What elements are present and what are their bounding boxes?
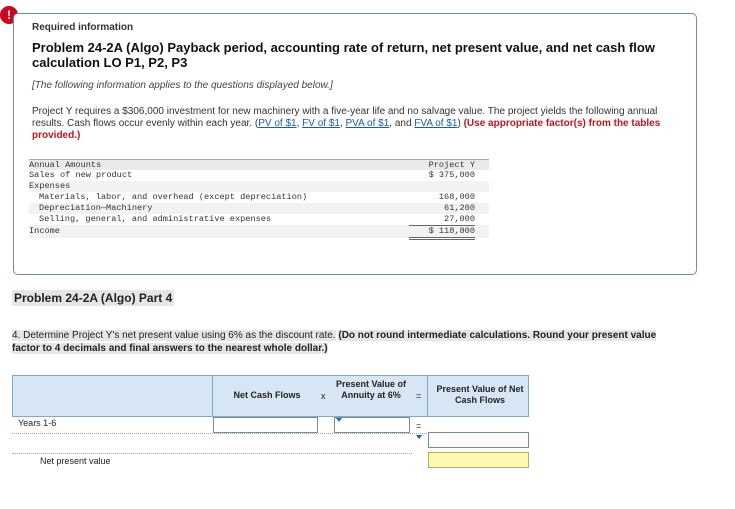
table-row: Expenses (29, 181, 489, 192)
col-pv-annuity: Present Value of Annuity at 6% (335, 379, 407, 400)
problem-description: Project Y requires a $306,000 investment for new machinery with a five-year life and no salvage value. The project yields the following annual results. Cash flows occur evenly within each year. (PV of $1, FV of $1, PVA of $1, and FVA of $1) (Use appropriate factor(s) from the tables provided.) (32, 106, 661, 141)
pva-of-1-link[interactable]: PVA of $1 (345, 118, 390, 129)
net-present-value-input[interactable] (428, 452, 529, 468)
times-operator: x (321, 391, 326, 401)
table-row: Sales of new product $ 375,000 (29, 170, 475, 180)
pv-of-1-link[interactable]: PV of $1 (258, 118, 297, 129)
factor-marker-icon (336, 418, 342, 422)
header-annual-amounts: Annual Amounts (29, 160, 102, 170)
chevron-down-icon[interactable] (416, 435, 422, 439)
table-row: Income $ 118,800 (29, 225, 489, 238)
applies-note: [The following information applies to the questions displayed below.] (32, 80, 333, 91)
alert-icon: ! (0, 6, 18, 24)
use-factor-note: (Use appropriate factor(s) from the tables provided.) (32, 118, 661, 141)
col-net-cash-flows: Net Cash Flows (233, 390, 301, 400)
years-row-label: Years 1-6 (18, 418, 57, 428)
npv-row-label: Net present value (40, 456, 111, 466)
row-divider (12, 453, 412, 454)
header-project-y: Project Y (428, 160, 475, 170)
table-header-row (29, 159, 489, 170)
net-cash-flows-input[interactable] (213, 417, 318, 433)
table-row: Selling, general, and administrative expenses 27,000 (39, 214, 475, 224)
required-info-heading: Required information (32, 22, 134, 33)
pv-factor-input[interactable] (334, 417, 410, 433)
row-equals-operator: = (416, 421, 422, 431)
annual-amounts-table (29, 159, 489, 238)
part-heading: Problem 24-2A (Algo) Part 4 (14, 291, 173, 305)
table-row: Depreciation—Machinery 61,200 (29, 203, 489, 214)
fv-of-1-link[interactable]: FV of $1 (302, 118, 340, 129)
pv-net-cash-flows-input[interactable] (428, 432, 529, 448)
npv-worksheet (12, 375, 532, 471)
col-pv-net-cash-flows: Present Value of Net Cash Flows (436, 384, 524, 405)
problem-title: Problem 24-2A (Algo) Payback period, accounting rate of return, net present value, and net cash flow calculation LO P1, P2, P3 (32, 40, 655, 70)
table-row: Materials, labor, and overhead (except depreciation) 168,000 (39, 192, 475, 202)
equals-operator: = (416, 391, 422, 401)
question-instructions (12, 329, 684, 355)
fva-of-1-link[interactable]: FVA of $1 (414, 118, 458, 129)
header-divider (427, 375, 428, 417)
question-text: 4. Determine Project Y's net present value using 6% as the discount rate. (12, 330, 336, 341)
header-divider (212, 375, 213, 417)
rounding-note: (Do not round intermediate calculations. Round your present value factor to 4 decimals and final answers to the nearest whole dollar.) (12, 330, 657, 354)
